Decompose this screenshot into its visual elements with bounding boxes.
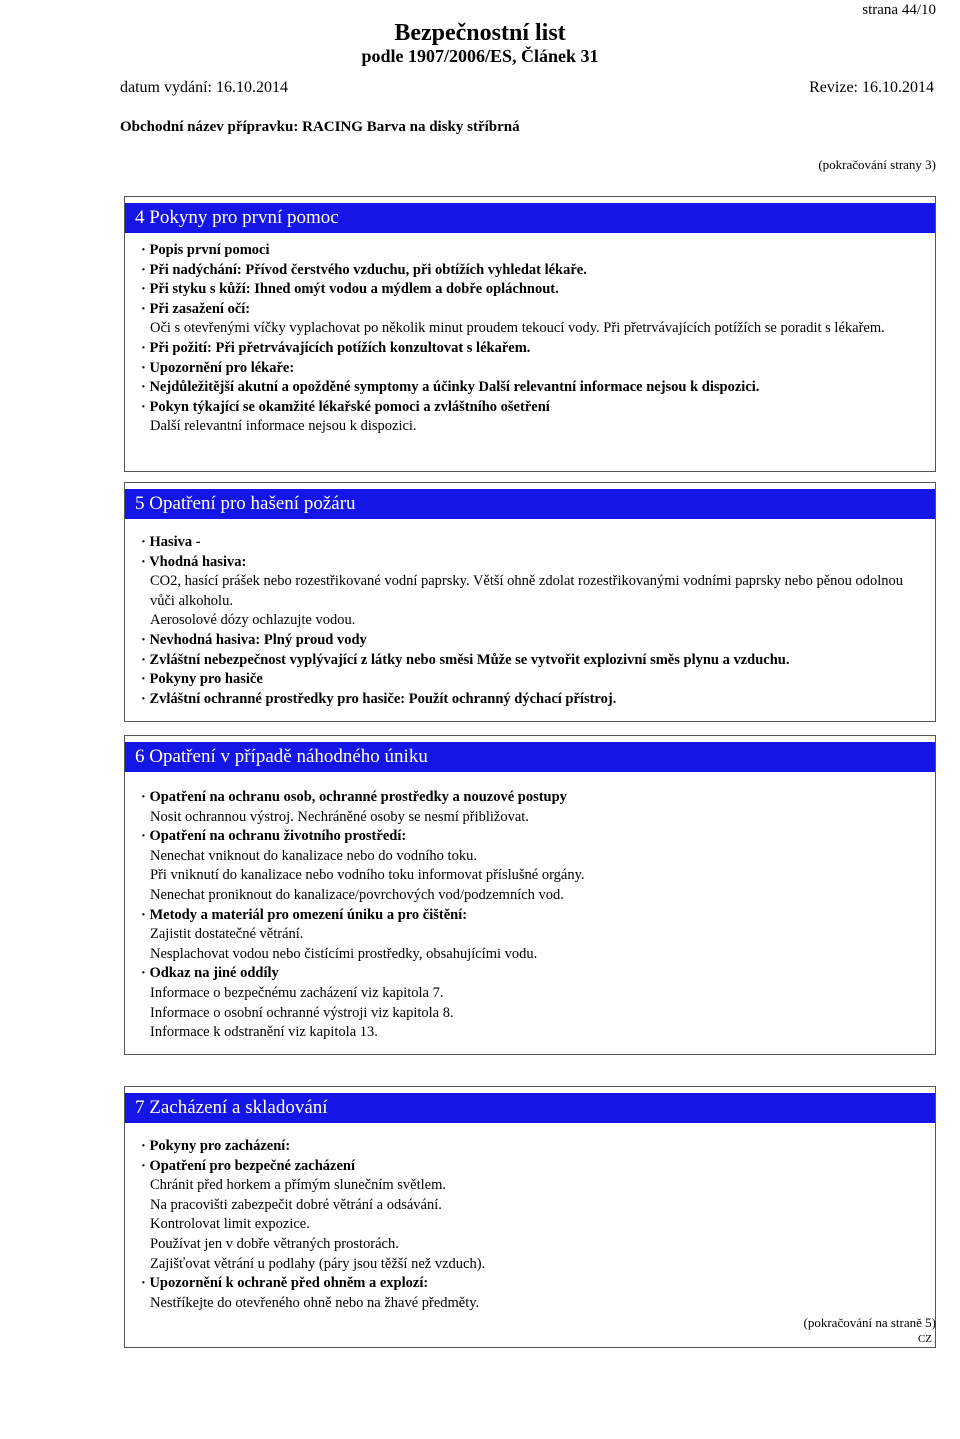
- list-item: · Odkaz na jiné oddíly: [141, 965, 279, 982]
- list-item: · Metody a materiál pro omezení úniku a pro čištění:: [141, 906, 468, 923]
- section-accidental-release: [124, 735, 936, 1055]
- trade-name: Obchodní název přípravku: RACING Barva na disky stříbrná: [120, 119, 520, 135]
- list-item: · Při nadýchání: Přívod čerstvého vzduchu, při obtížích vyhledat lékaře.: [141, 261, 587, 278]
- list-item: · Nejdůležitější akutní a opožděné symptomy a účinky Další relevantní informace nejsou k dispozici.: [141, 379, 760, 396]
- list-item: · Zvláštní ochranné prostředky pro hasiče: Použít ochranný dýchací přístroj.: [141, 690, 617, 707]
- list-item: · Pokyny pro zacházení:: [141, 1138, 291, 1154]
- list-item: · Upozornění pro lékaře:: [141, 359, 295, 376]
- list-item: · Opatření na ochranu osob, ochranné prostředky a nouzové postupy: [141, 789, 567, 805]
- section-title: 4 Pokyny pro první pomoc: [125, 203, 935, 233]
- list-item: · Hasiva -: [141, 534, 201, 550]
- list-item: · Upozornění k ochraně před ohněm a explozí:: [141, 1275, 429, 1292]
- list-item: Chránit před horkem a přímým slunečním světlem.: [150, 1177, 446, 1194]
- list-item: Používat jen v dobře větraných prostorách.: [150, 1235, 399, 1252]
- list-item: · Při zasažení očí:: [141, 300, 251, 317]
- list-item: Informace o bezpečnému zacházení viz kapitola 7.: [150, 984, 444, 1001]
- list-item: Nenechat proniknout do kanalizace/povrchových vod/podzemních vod.: [150, 886, 564, 903]
- section-title: 6 Opatření v případě náhodného úniku: [125, 742, 935, 772]
- list-item: · Vhodná hasiva:: [141, 553, 247, 570]
- issue-date: datum vydání: 16.10.2014: [120, 79, 288, 96]
- list-item: CO2, hasící prášek nebo rozestřikované vodní paprsky. Větší ohně zdolat rozestřikovanými vodními paprsky nebo pěnou odolnou vůči alkoholu.: [150, 573, 904, 609]
- list-item: · Při požití: Při přetrvávajících potížích konzultovat s lékařem.: [141, 339, 531, 356]
- list-item: Zajišťovat větrání u podlahy (páry jsou těžší než vzduch).: [150, 1255, 486, 1272]
- list-item: Aerosolové dózy ochlazujte vodou.: [150, 612, 356, 629]
- section-firefighting: [124, 482, 936, 722]
- continuation-note-bottom: (pokračování na straně 5): [803, 1315, 936, 1330]
- section-title: 5 Opatření pro hašení požáru: [125, 489, 935, 519]
- section-first-aid: [124, 196, 936, 472]
- list-item: Nosit ochrannou výstroj. Nechráněné osoby se nesmí přibližovat.: [150, 808, 529, 825]
- list-item: Další relevantní informace nejsou k dispozici.: [150, 418, 417, 435]
- list-item: Na pracovišti zabezpečit dobré větrání a odsávání.: [150, 1196, 442, 1213]
- list-item: · Při styku s kůží: Ihned omýt vodou a mýdlem a dobře opláchnout.: [141, 281, 559, 298]
- list-item: · Opatření pro bezpečné zacházení: [141, 1157, 355, 1174]
- list-item: · Pokyny pro hasiče: [141, 671, 263, 688]
- list-item: · Zvláštní nebezpečnost vyplývající z látky nebo směsi Může se vytvořit explozivní směs plynu a vzduchu.: [141, 651, 790, 668]
- page-number: strana 44/10: [862, 2, 936, 18]
- list-item: · Nevhodná hasiva: Plný proud vody: [141, 631, 367, 648]
- list-item: · Opatření na ochranu životního prostředí:: [141, 828, 407, 845]
- list-item: Informace o osobní ochranné výstroji viz kapitola 8.: [150, 1004, 454, 1021]
- list-item: Oči s otevřenými víčky vyplachovat po několik minut proudem tekoucí vody. Při přetrvávajících potížích se poradit s lékařem.: [150, 320, 885, 337]
- list-item: Nesplachovat vodou nebo čistícími prostředky, obsahujícími vodu.: [150, 945, 538, 962]
- continuation-note-top: (pokračování strany 3): [818, 157, 936, 172]
- document-subtitle: podle 1907/2006/ES, Článek 31: [361, 46, 599, 66]
- country-code: CZ: [917, 1333, 932, 1345]
- revision-date: Revize: 16.10.2014: [809, 79, 934, 96]
- list-item: · Popis první pomoci: [141, 242, 270, 258]
- section-handling-storage: [124, 1086, 936, 1348]
- document-title: Bezpečnostní list: [394, 20, 566, 46]
- list-item: Kontrolovat limit expozice.: [150, 1216, 310, 1233]
- list-item: Při vniknutí do kanalizace nebo vodního toku informovat příslušné orgány.: [150, 867, 585, 884]
- list-item: · Pokyn týkající se okamžité lékařské pomoci a zvláštního ošetření: [141, 398, 550, 415]
- section-title: 7 Zacházení a skladování: [125, 1093, 935, 1123]
- list-item: Informace k odstranění viz kapitola 13.: [150, 1024, 378, 1041]
- list-item: Zajistit dostatečné větrání.: [150, 926, 304, 943]
- list-item: Nestříkejte do otevřeného ohně nebo na žhavé předměty.: [150, 1294, 480, 1311]
- list-item: Nenechat vniknout do kanalizace nebo do vodního toku.: [150, 847, 477, 864]
